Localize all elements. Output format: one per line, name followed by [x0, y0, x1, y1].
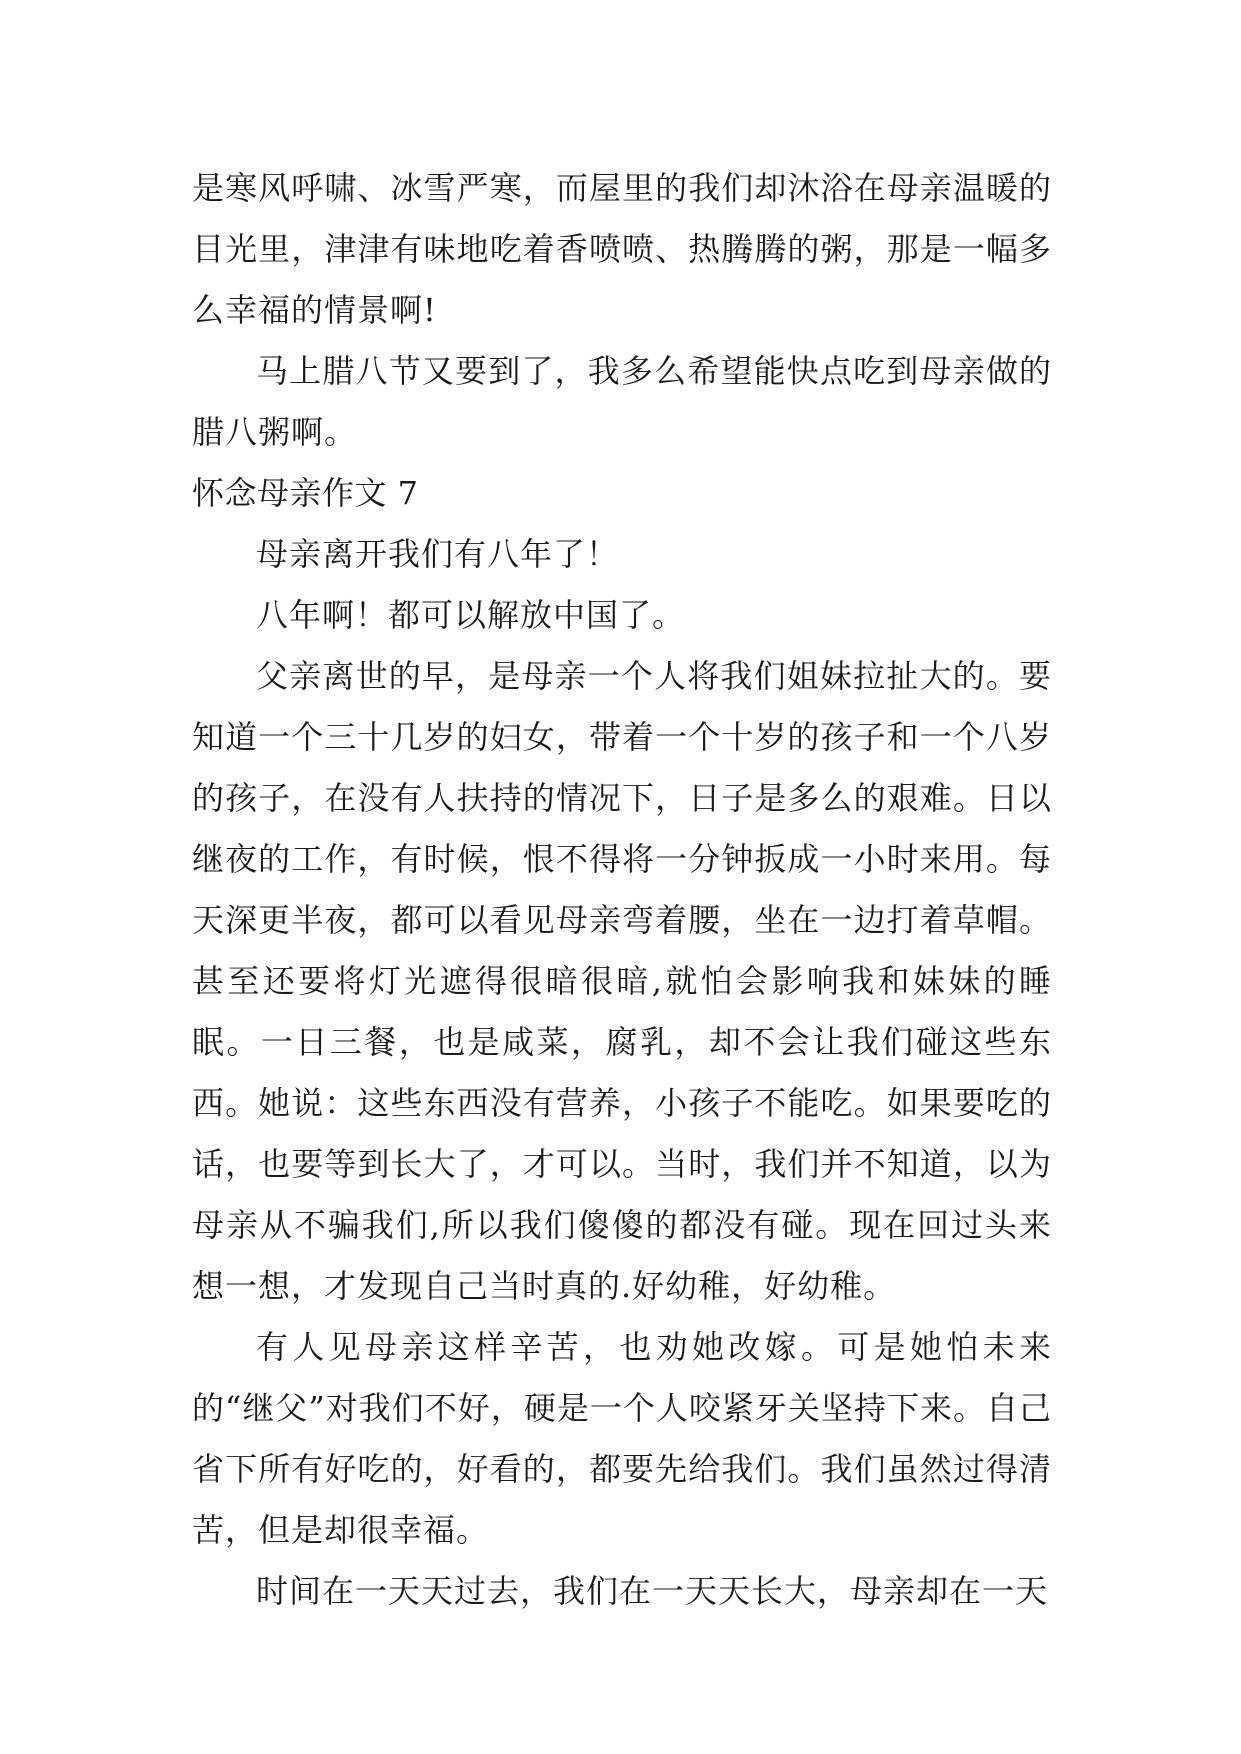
paragraph-eight-years: 母亲离开我们有八年了！ [256, 535, 620, 573]
paragraph-laba: 马上腊八节又要到了，我多么希望能快点吃到母亲做的腊八粥啊。 [192, 352, 1052, 451]
document-body [192, 158, 1052, 1622]
paragraph-remarry: 有人见母亲这样辛苦，也劝她改嫁。可是她怕未来的“继父”对我们不好，硬是一个人咬紧牙关坚持下来。自己省下所有好吃的，好看的，都要先给我们。我们虽然过得清苦，但是却很幸福。 [192, 1328, 1052, 1549]
paragraph-father: 父亲离世的早，是母亲一个人将我们姐妹拉扯大的。要知道一个三十几岁的妇女，带着一个十岁的孩子和一个八岁的孩子，在没有人扶持的情况下，日子是多么的艰难。日以继夜的工作，有时候，恨不得将一分钟扳成一小时来用。每天深更半夜，都可以看见母亲弯着腰，坐在一边打着草帽。甚至还要将灯光遮得很暗很暗,就怕会影响我和妹妹的睡眠。一日三餐，也是咸菜，腐乳，却不会让我们碰这些东西。她说：这些东西没有营养，小孩子不能吃。如果要吃的话，也要等到长大了，才可以。当时，我们并不知道，以为母亲从不骗我们,所以我们傻傻的都没有碰。现在回过头来想一想，才发现自己当时真的.好幼稚，好幼稚。 [192, 657, 1052, 1305]
section-title: 怀念母亲作文 7 [192, 474, 419, 512]
paragraph-continuation: 是寒风呼啸、冰雪严寒，而屋里的我们却沐浴在母亲温暖的目光里，津津有味地吃着香喷喷、热腾腾的粥，那是一幅多么幸福的情景啊! [192, 169, 1052, 329]
paragraph-time: 时间在一天天过去，我们在一天天长大，母亲却在一天 [256, 1572, 1049, 1610]
paragraph-eight-years-exclaim: 八年啊！都可以解放中国了。 [256, 596, 686, 634]
